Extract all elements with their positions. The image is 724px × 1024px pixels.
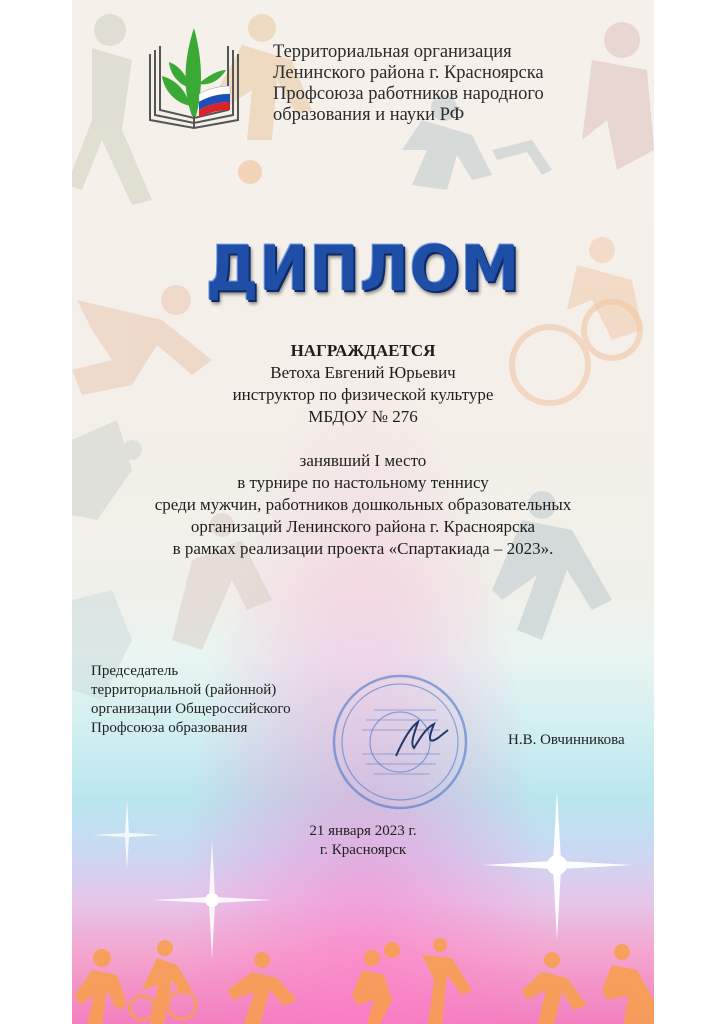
- signatory-title-line: Профсоюза образования: [91, 720, 248, 736]
- achievement-line: организаций Ленинского района г. Красноярска: [190, 517, 536, 536]
- achievement-line: в турнире по настольному теннису: [237, 473, 489, 492]
- issue-city: г. Красноярск: [319, 842, 407, 858]
- sparkle-decoration: [482, 790, 632, 940]
- signatory-name: Н.В. Овчинникова: [508, 732, 625, 748]
- round-official-stamp-icon: [326, 668, 474, 816]
- organization-line: Профсоюза работников народного: [273, 84, 544, 104]
- date-place: [72, 822, 654, 860]
- award-heading: НАГРАЖДАЕТСЯ: [290, 341, 436, 360]
- achievement-line: занявший I место: [299, 451, 427, 470]
- recipient-institution: МБДОУ № 276: [308, 407, 418, 426]
- award-text: [72, 340, 654, 560]
- signatory-title-line: Председатель: [91, 663, 179, 679]
- signatory-title-line: территориальной (районной): [91, 682, 277, 698]
- issue-date: 21 января 2023 г.: [309, 823, 417, 839]
- recipient-name: Ветоха Евгений Юрьевич: [270, 363, 456, 382]
- achievement-line: в рамках реализации проекта «Спартакиада – 2023».: [172, 539, 554, 558]
- organization-line: Ленинского района г. Красноярска: [273, 63, 544, 83]
- diploma-title: ДИПЛОМ: [205, 232, 521, 305]
- diploma-sheet: [72, 0, 654, 1024]
- recipient-position: инструктор по физической культуре: [232, 385, 494, 404]
- handwritten-signature: [396, 722, 448, 756]
- signatory-title-line: организации Общероссийского: [91, 701, 291, 717]
- organization-name: [273, 42, 633, 126]
- organization-line: образования и науки РФ: [273, 105, 465, 125]
- union-book-leaves-logo-icon: [144, 24, 244, 134]
- organization-line: Территориальная организация: [273, 42, 512, 62]
- signatory-title: [91, 662, 331, 738]
- achievement-line: среди мужчин, работников дошкольных образовательных: [154, 495, 572, 514]
